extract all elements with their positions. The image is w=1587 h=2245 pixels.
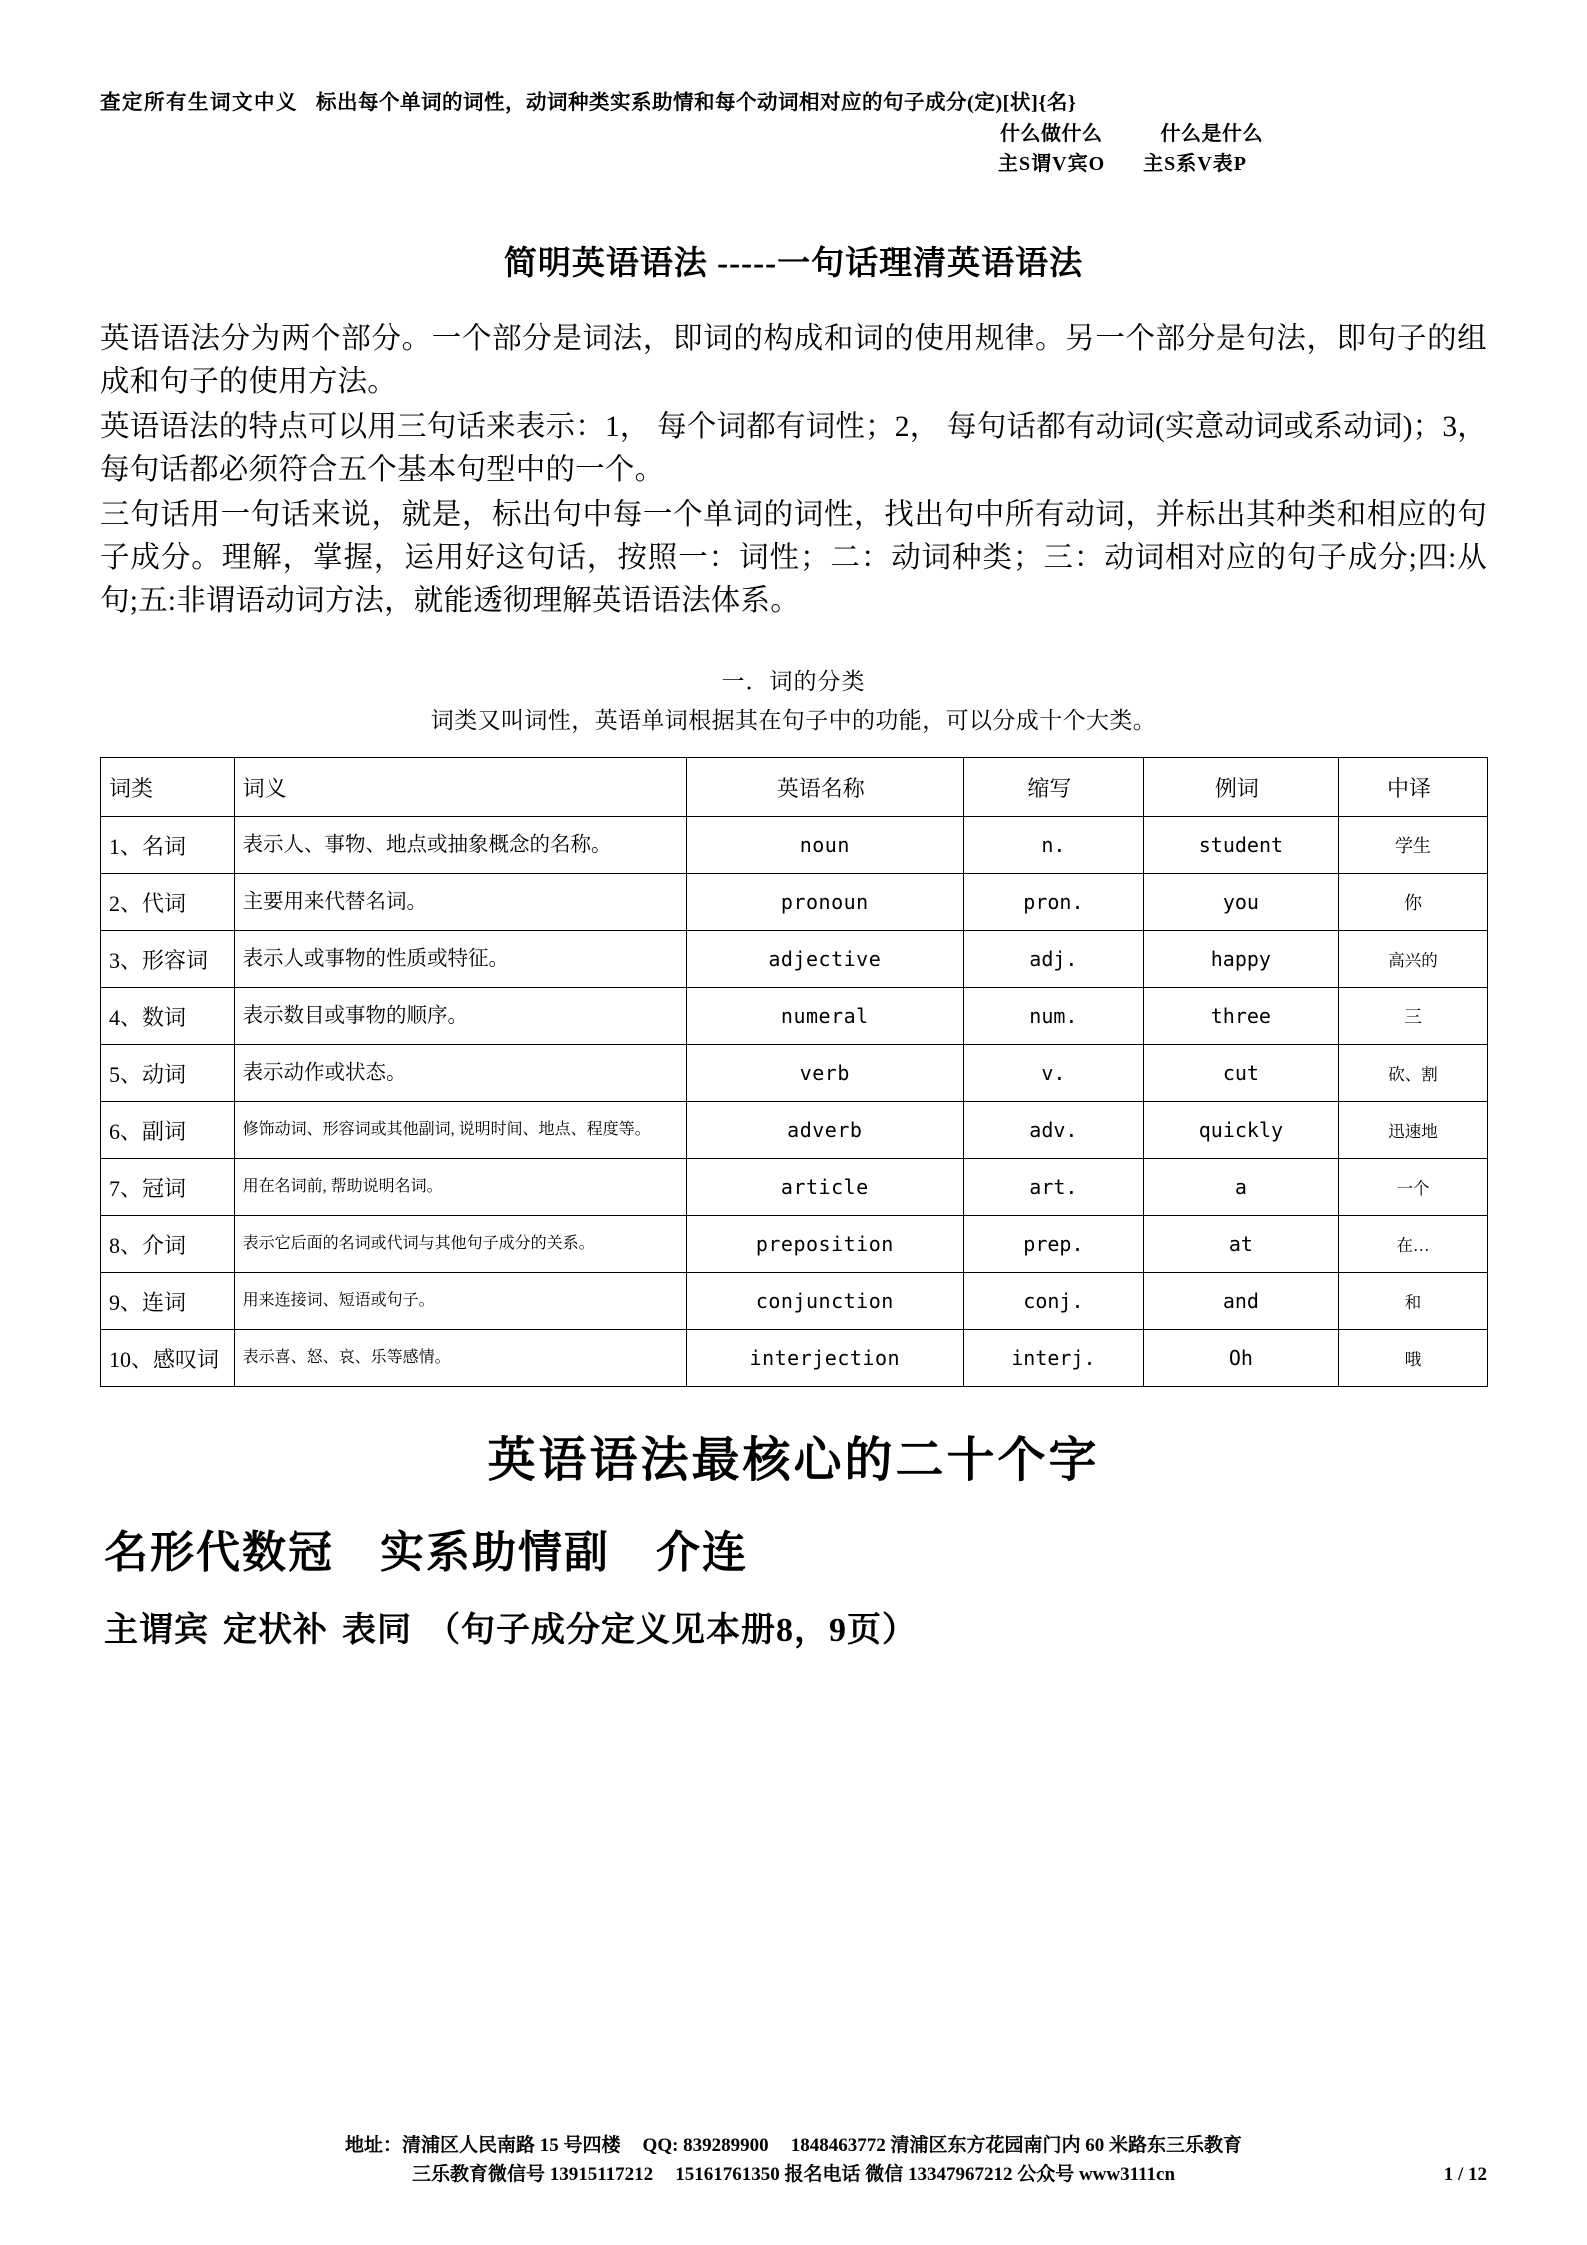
cell-translation: 哦 [1338,1330,1487,1387]
core-elements-note: （句子成分定义见本册8，9页） [426,1612,917,1650]
header-line-3-group-1: 主S谓V宾O [998,152,1106,175]
cell-meaning: 用在名词前, 帮助说明名词。 [234,1159,686,1216]
core-elements-predicative: 表同 [342,1612,412,1650]
footer-contact: 15161761350 报名电话 微信 13347967212 公众号 www3111cn [675,2163,1176,2185]
table-header-cell: 词类 [101,758,235,817]
intro-paragraph-1: 英语语法分为两个部分。一个部分是词法，即词的构成和词的使用规律。另一个部分是句法，即句子的组成和句子的使用方法。 [100,322,1487,398]
table-row [101,1102,1488,1159]
cell-category: 10、感叹词 [101,1330,235,1387]
cell-meaning: 表示人、事物、地点或抽象概念的名称。 [234,817,686,874]
cell-translation: 高兴的 [1338,931,1487,988]
header-line-3 [998,149,1487,179]
core-sentence-elements-line [100,1602,1487,1651]
cell-translation: 学生 [1338,817,1487,874]
header-line-2-group-1: 什么做什么 [1000,122,1103,145]
table-row [101,931,1488,988]
core-title: 英语语法最核心的二十个字 [487,1434,1100,1488]
table-header-cell: 中译 [1338,758,1487,817]
cell-meaning: 表示它后面的名词或代词与其他句子成分的关系。 [234,1216,686,1273]
header-line-1-segment-1: 查定所有生词文中义 [100,92,298,114]
header-line-3-group-2: 主S系V表P [1143,152,1247,175]
footer-line-1 [100,2132,1487,2161]
table-row [101,817,1488,874]
section-heading: 一．词的分类 [721,669,866,695]
cell-category: 2、代词 [101,874,235,931]
table-row [101,1216,1488,1273]
cell-english: noun [686,817,963,874]
cell-abbreviation: adv. [964,1102,1144,1159]
cell-abbreviation: v. [964,1045,1144,1102]
page-number: 1 / 12 [1443,2163,1487,2185]
cell-abbreviation: adj. [964,931,1144,988]
cell-example: cut [1143,1045,1338,1102]
footer-qq-alt: 1848463772 清浦区东方花园南门内 60 米路东三乐教育 [790,2135,1242,2156]
core-word-classes-line [100,1516,1487,1580]
table-row [101,1159,1488,1216]
table-row [101,874,1488,931]
core-elements-main: 主谓宾 [104,1612,209,1650]
cell-abbreviation: conj. [964,1273,1144,1330]
cell-abbreviation: num. [964,988,1144,1045]
header-annotations [100,88,1487,179]
footer-qq: QQ: 839289900 [642,2135,769,2156]
cell-category: 6、副词 [101,1102,235,1159]
cell-english: adverb [686,1102,963,1159]
cell-meaning: 主要用来代替名词。 [234,874,686,931]
cell-example: and [1143,1273,1338,1330]
cell-meaning: 表示喜、怒、哀、乐等感情。 [234,1330,686,1387]
cell-english: interjection [686,1330,963,1387]
table-row [101,1273,1488,1330]
cell-english: verb [686,1045,963,1102]
table-row [101,1330,1488,1387]
intro-paragraph-2: 英语语法的特点可以用三句话来表示：1， 每个词都有词性；2， 每句话都有动词(实意动词或系动词)；3，每句话都必须符合五个基本句型中的一个。 [100,410,1487,486]
cell-meaning: 用来连接词、短语或句子。 [234,1273,686,1330]
cell-translation: 三 [1338,988,1487,1045]
cell-category: 7、冠词 [101,1159,235,1216]
footer-line-2 [100,2161,1487,2190]
cell-translation: 在… [1338,1216,1487,1273]
cell-english: numeral [686,988,963,1045]
cell-meaning: 修饰动词、形容词或其他副词, 说明时间、地点、程度等。 [234,1102,686,1159]
cell-translation: 砍、割 [1338,1045,1487,1102]
cell-example: student [1143,817,1338,874]
cell-category: 3、形容词 [101,931,235,988]
page-footer [100,2132,1487,2189]
cell-example: Oh [1143,1330,1338,1387]
header-line-2-group-2: 什么是什么 [1160,122,1263,145]
cell-abbreviation: pron. [964,874,1144,931]
core-group-nominal: 名形代数冠 [104,1528,334,1578]
cell-english: article [686,1159,963,1216]
core-group-function: 介连 [656,1528,748,1578]
cell-example: you [1143,874,1338,931]
cell-category: 4、数词 [101,988,235,1045]
cell-category: 5、动词 [101,1045,235,1102]
table-row [101,1045,1488,1102]
header-line-1-segment-2: 标出每个单词的词性，动词种类实系助情和每个动词相对应的句子成分(定)[状]{名} [316,92,1077,114]
cell-abbreviation: prep. [964,1216,1144,1273]
cell-example: happy [1143,931,1338,988]
intro-paragraph-3: 三句话用一句话来说，就是，标出句中每一个单词的词性，找出句中所有动词，并标出其种类和相应的句子成分。理解，掌握，运用好这句话，按照一：词性；二：动词种类；三：动词相对应的句子成分;四:从句;五:非谓语动词方法，就能透彻理解英语语法体系。 [100,499,1487,618]
cell-english: preposition [686,1216,963,1273]
page-title: 简明英语语法 -----一句话理清英语语法 [503,245,1084,282]
table-header-cell: 缩写 [964,758,1144,817]
cell-abbreviation: interj. [964,1330,1144,1387]
cell-category: 8、介词 [101,1216,235,1273]
table-header-cell: 英语名称 [686,758,963,817]
table-row [101,988,1488,1045]
table-header-cell: 词义 [234,758,686,817]
cell-translation: 你 [1338,874,1487,931]
footer-wechat: 三乐教育微信号 13915117212 [411,2163,654,2185]
core-elements-modifier: 定状补 [223,1612,328,1650]
header-line-1 [100,88,1487,119]
cell-english: conjunction [686,1273,963,1330]
header-line-2 [1000,119,1487,149]
cell-english: adjective [686,931,963,988]
cell-abbreviation: art. [964,1159,1144,1216]
cell-category: 9、连词 [101,1273,235,1330]
cell-example: a [1143,1159,1338,1216]
cell-translation: 迅速地 [1338,1102,1487,1159]
parts-of-speech-table [100,757,1488,1387]
cell-example: quickly [1143,1102,1338,1159]
table-header-row [101,758,1488,817]
footer-address: 地址：清浦区人民南路 15 号四楼 [345,2135,621,2156]
cell-translation: 一个 [1338,1159,1487,1216]
core-group-verbal: 实系助情副 [380,1528,610,1578]
table-header-cell: 例词 [1143,758,1338,817]
cell-meaning: 表示数目或事物的顺序。 [234,988,686,1045]
cell-category: 1、名词 [101,817,235,874]
section-subheading: 词类又叫词性，英语单词根据其在句子中的功能，可以分成十个大类。 [430,708,1157,734]
cell-example: three [1143,988,1338,1045]
cell-meaning: 表示人或事物的性质或特征。 [234,931,686,988]
cell-meaning: 表示动作或状态。 [234,1045,686,1102]
cell-translation: 和 [1338,1273,1487,1330]
cell-abbreviation: n. [964,817,1144,874]
cell-english: pronoun [686,874,963,931]
cell-example: at [1143,1216,1338,1273]
